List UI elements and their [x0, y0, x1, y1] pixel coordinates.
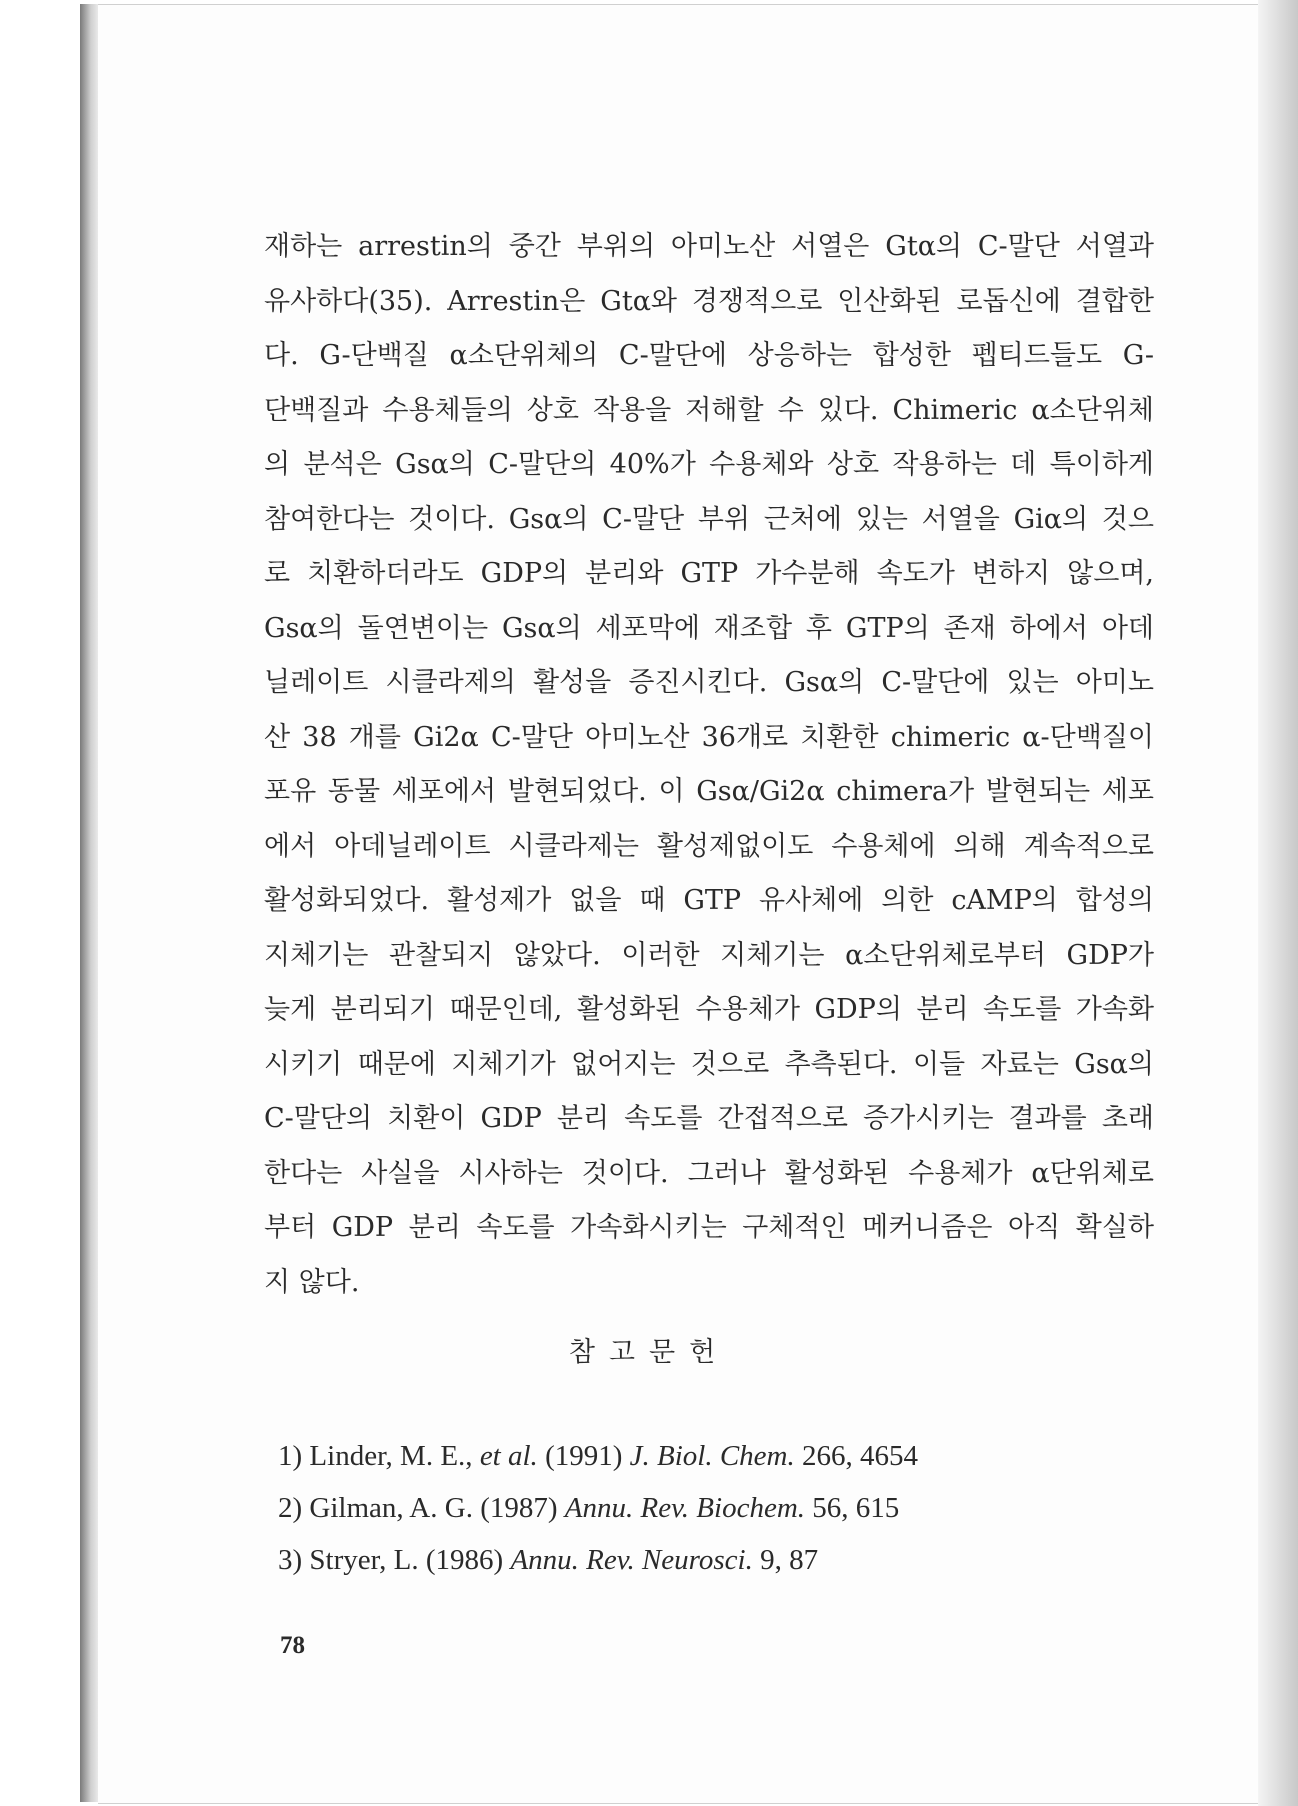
body-line: 지 않다. [264, 1266, 360, 1298]
body-line: 단백질과 수용체들의 상호 작용을 저해할 수 있다. Chimeric α소단위체 [264, 394, 1154, 426]
reference-number: 2) [278, 1492, 303, 1524]
reference-authors: Gilman, A. G. [309, 1492, 473, 1524]
reference-authors: Stryer, L. [309, 1544, 419, 1576]
references-list [278, 1430, 1178, 1586]
reference-item [278, 1430, 1178, 1482]
body-line: 활성화되었다. 활성제가 없을 때 GTP 유사체에 의한 cAMP의 합성의 [264, 885, 1154, 916]
body-line: 시키기 때문에 지체기가 없어지는 것으로 추측된다. 이들 자료는 Gsα의 [264, 1048, 1154, 1080]
body-line: 산 38 개를 Gi2α C-말단 아미노산 36개로 치환한 chimeric α-단백질이 [264, 721, 1154, 753]
body-line: C-말단의 치환이 GDP 분리 속도를 간접적으로 증가시키는 결과를 초래 [264, 1103, 1154, 1134]
reference-citation: 266, 4654 [802, 1440, 918, 1472]
body-line: 재하는 arrestin의 중간 부위의 아미노산 서열은 Gtα의 C-말단 서열과 [264, 231, 1154, 262]
body-line: 포유 동물 세포에서 발현되었다. 이 Gsα/Gi2α chimera가 발현되는 세포 [264, 776, 1154, 807]
body-line: 닐레이트 시클라제의 활성을 증진시킨다. Gsα의 C-말단에 있는 아미노 [264, 667, 1154, 698]
reference-year: (1986) [425, 1544, 504, 1576]
reference-year: (1991) [545, 1440, 623, 1472]
reference-journal: Annu. Rev. Neurosci. [510, 1544, 753, 1576]
reference-etal: et al. [479, 1440, 538, 1472]
body-paragraph [264, 220, 1154, 1310]
reference-journal: J. Biol. Chem. [629, 1440, 795, 1472]
body-line: 부터 GDP 분리 속도를 가속화시키는 구체적인 메커니즘은 아직 확실하 [264, 1212, 1154, 1243]
reference-authors: Linder, M. E., [309, 1440, 473, 1472]
body-line: 유사하다(35). Arrestin은 Gtα와 경쟁적으로 인산화된 로돕신에 결합한 [264, 285, 1154, 317]
reference-item [278, 1482, 1178, 1534]
page-number: 78 [280, 1632, 305, 1659]
references-heading: 참고문헌 [568, 1337, 730, 1368]
reference-number: 1) [278, 1440, 303, 1472]
body-line: Gsα의 돌연변이는 Gsα의 세포막에 재조합 후 GTP의 존재 하에서 아데 [264, 612, 1154, 644]
reference-journal: Annu. Rev. Biochem. [564, 1492, 806, 1524]
body-line: 다. G-단백질 α소단위체의 C-말단에 상응하는 합성한 펩티드들도 G- [264, 340, 1154, 371]
body-line: 지체기는 관찰되지 않았다. 이러한 지체기는 α소단위체로부터 GDP가 [264, 939, 1154, 971]
page-edge-right [1258, 0, 1298, 1806]
reference-citation: 56, 615 [812, 1492, 900, 1524]
page-edge-left [80, 4, 98, 1802]
body-line: 늦게 분리되기 때문인데, 활성화된 수용체가 GDP의 분리 속도를 가속화 [264, 994, 1154, 1025]
reference-citation: 9, 87 [760, 1544, 819, 1576]
reference-year: (1987) [480, 1492, 558, 1524]
body-line: 한다는 사실을 시사하는 것이다. 그러나 활성화된 수용체가 α단위체로 [264, 1157, 1154, 1189]
reference-item [278, 1534, 1178, 1586]
body-line: 에서 아데닐레이트 시클라제는 활성제없이도 수용체에 의해 계속적으로 [264, 830, 1154, 862]
body-line: 의 분석은 Gsα의 C-말단의 40%가 수용체와 상호 작용하는 데 특이하게 [264, 449, 1154, 480]
body-line: 참여한다는 것이다. Gsα의 C-말단 부위 근처에 있는 서열을 Giα의 것으 [264, 503, 1154, 535]
reference-number: 3) [278, 1544, 303, 1576]
body-line: 로 치환하더라도 GDP의 분리와 GTP 가수분해 속도가 변하지 않으며, [264, 558, 1154, 589]
